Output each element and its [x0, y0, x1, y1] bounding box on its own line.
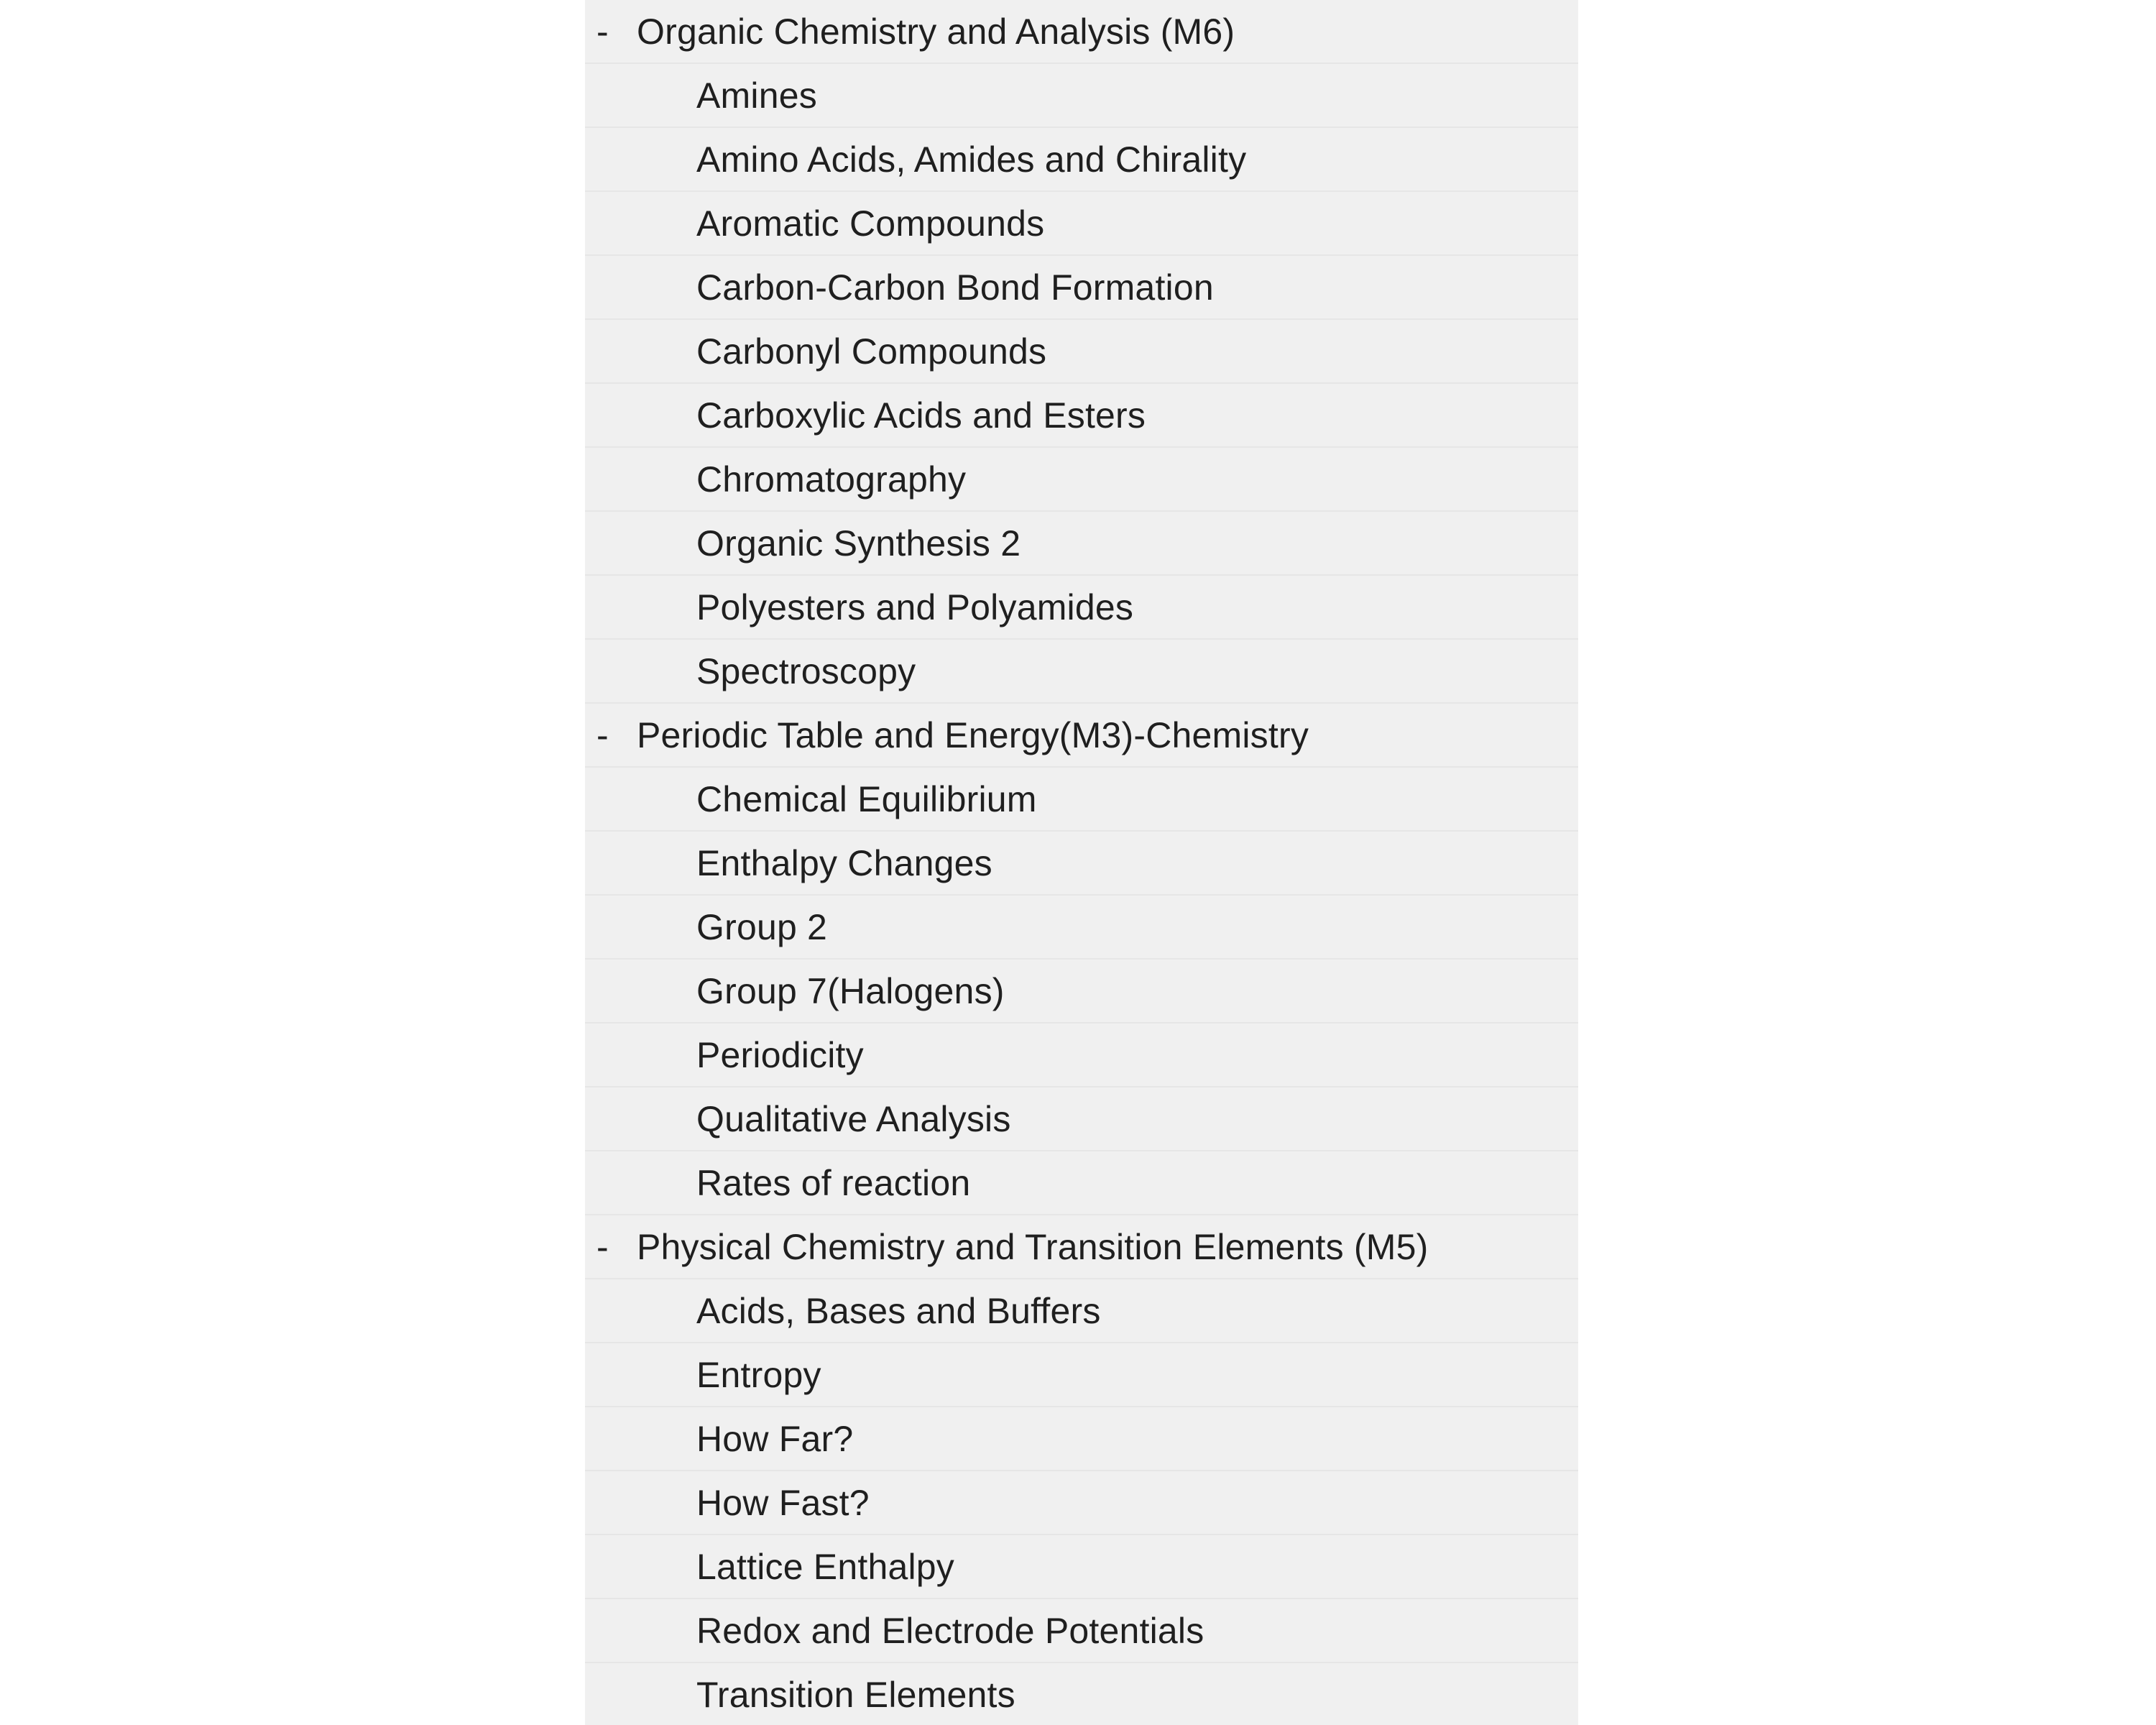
tree-item-label: Amines	[696, 75, 817, 116]
tree-item[interactable]	[585, 576, 1578, 640]
tree-item[interactable]	[585, 192, 1578, 256]
tree-item[interactable]	[585, 256, 1578, 320]
tree-item[interactable]	[585, 1663, 1578, 1725]
tree-item-label: Chromatography	[696, 459, 967, 500]
collapse-toggle-icon[interactable]: -	[596, 714, 609, 755]
tree-item[interactable]	[585, 128, 1578, 192]
tree-item[interactable]	[585, 768, 1578, 832]
tree-group-label: Periodic Table and Energy(M3)-Chemistry	[637, 714, 1309, 755]
tree-group-row[interactable]	[585, 1215, 1578, 1279]
tree-group-row[interactable]	[585, 0, 1578, 64]
tree-item[interactable]	[585, 64, 1578, 128]
tree-item-label: Chemical Equilibrium	[696, 778, 1037, 819]
tree-item-label: Acids, Bases and Buffers	[696, 1290, 1101, 1331]
topic-tree	[585, 0, 1578, 1725]
tree-item-label: Carboxylic Acids and Esters	[696, 395, 1146, 436]
tree-item[interactable]	[585, 640, 1578, 704]
tree-item-label: Lattice Enthalpy	[696, 1546, 954, 1587]
tree-item-label: Enthalpy Changes	[696, 842, 992, 883]
tree-item[interactable]	[585, 960, 1578, 1024]
tree-item[interactable]	[585, 384, 1578, 448]
tree-item[interactable]	[585, 1599, 1578, 1663]
tree-group-label: Organic Chemistry and Analysis (M6)	[637, 11, 1235, 52]
tree-item-label: Organic Synthesis 2	[696, 523, 1021, 564]
tree-item[interactable]	[585, 1087, 1578, 1151]
tree-item-label: Qualitative Analysis	[696, 1098, 1011, 1139]
tree-item[interactable]	[585, 1279, 1578, 1343]
tree-item-label: How Fast?	[696, 1482, 870, 1523]
tree-item-label: Group 2	[696, 906, 828, 947]
tree-item-label: Carbon-Carbon Bond Formation	[696, 267, 1214, 308]
tree-item-label: Redox and Electrode Potentials	[696, 1610, 1204, 1651]
tree-item-label: Entropy	[696, 1354, 821, 1395]
tree-item[interactable]	[585, 512, 1578, 576]
tree-item[interactable]	[585, 1343, 1578, 1407]
tree-item[interactable]	[585, 1407, 1578, 1471]
tree-item-label: Spectroscopy	[696, 650, 916, 691]
tree-group-label: Physical Chemistry and Transition Elements (M5)	[637, 1226, 1429, 1267]
tree-group-row[interactable]	[585, 704, 1578, 768]
tree-item[interactable]	[585, 320, 1578, 384]
tree-item-label: Periodicity	[696, 1034, 864, 1075]
tree-item[interactable]	[585, 1151, 1578, 1215]
tree-item[interactable]	[585, 1471, 1578, 1535]
collapse-toggle-icon[interactable]: -	[596, 11, 609, 52]
tree-item[interactable]	[585, 896, 1578, 960]
tree-item-label: Polyesters and Polyamides	[696, 586, 1134, 627]
tree-item[interactable]	[585, 1024, 1578, 1087]
tree-item[interactable]	[585, 1535, 1578, 1599]
tree-item-label: Rates of reaction	[696, 1162, 971, 1203]
tree-item-label: Carbonyl Compounds	[696, 331, 1047, 372]
tree-item-label: Group 7(Halogens)	[696, 970, 1005, 1011]
collapse-toggle-icon[interactable]: -	[596, 1226, 609, 1267]
tree-item[interactable]	[585, 832, 1578, 896]
tree-item-label: How Far?	[696, 1418, 854, 1459]
tree-item-label: Transition Elements	[696, 1674, 1015, 1715]
tree-item-label: Amino Acids, Amides and Chirality	[696, 139, 1247, 180]
tree-item-label: Aromatic Compounds	[696, 203, 1045, 244]
tree-item[interactable]	[585, 448, 1578, 512]
